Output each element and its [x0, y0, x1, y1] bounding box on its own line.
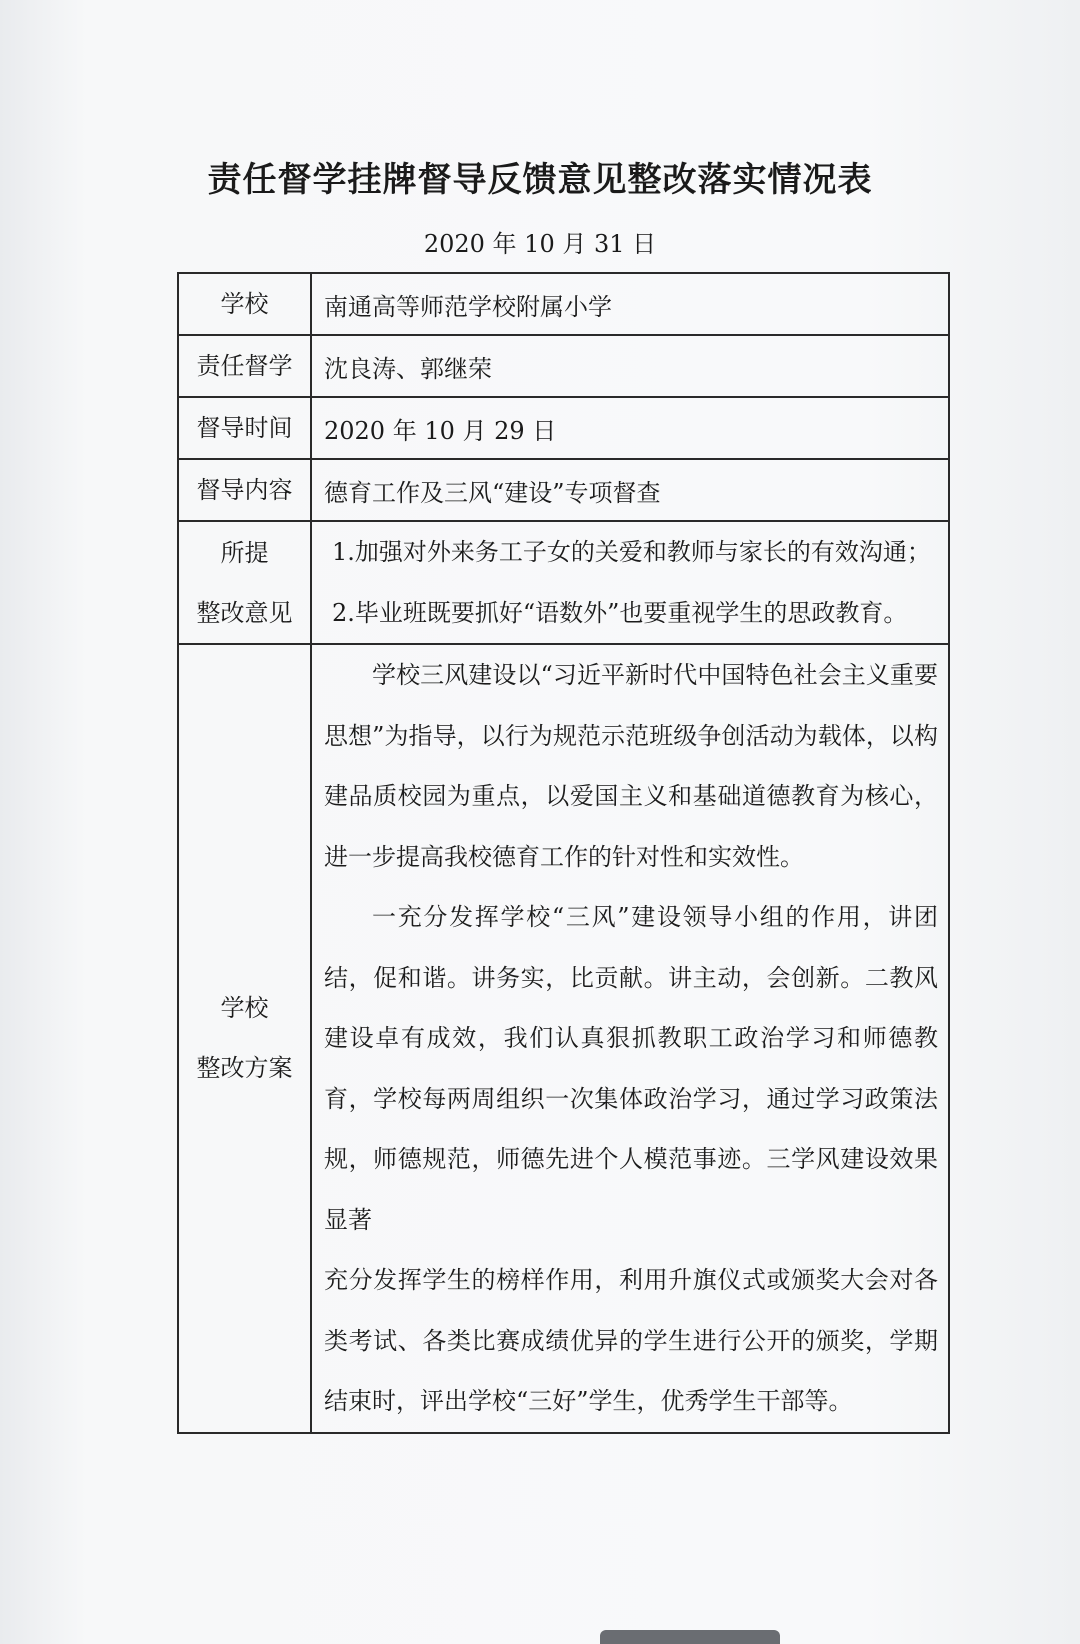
- plan-paragraph-2: 一充分发挥学校“三风”建设领导小组的作用，讲团结，促和谐。讲务实，比贡献。讲主动，会创新。二教风建设卓有成效，我们认真狠抓教职工政治学习和师德教育，学校每两周组织一次集体政治学习，通过学习政策法规，师德规范，师德先进个人模范事迹。三学风建设效果显著: [324, 903, 938, 1234]
- table-row-time: [178, 397, 949, 459]
- opinions-label: [178, 521, 311, 644]
- opinions-label-line2: 整改意见: [196, 598, 293, 627]
- plan-value: [311, 644, 949, 1433]
- plan-label: [178, 644, 311, 1433]
- content-value: 德育工作及三风“建设”专项督查: [311, 459, 949, 521]
- opinion-item-1: 1.加强对外来务工子女的关爱和教师与家长的有效沟通；: [332, 538, 931, 566]
- plan-paragraph-1: 学校三风建设以“习近平新时代中国特色社会主义重要思想”为指导，以行为规范示范班级争创活动为载体，以构建品质校园为重点，以爱国主义和基础道德教育为核心，进一步提高我校德育工作的针对性和实效性。: [324, 661, 938, 871]
- school-label: 学校: [178, 273, 311, 335]
- document-title: 责任督学挂牌督导反馈意见整改落实情况表: [207, 160, 873, 200]
- school-value: 南通高等师范学校附属小学: [311, 273, 949, 335]
- opinions-label-line1: 所提: [220, 538, 269, 567]
- plan-label-line1: 学校: [220, 994, 269, 1023]
- opinion-item-2: 2.毕业班既要抓好“语数外”也要重视学生的思政教育。: [332, 598, 908, 627]
- table-row-opinions: [178, 521, 949, 644]
- opinions-value: [311, 521, 949, 644]
- time-label: 督导时间: [178, 397, 311, 459]
- table-row-school: [178, 273, 949, 335]
- table-row-inspectors: [178, 335, 949, 397]
- plan-paragraph-3: 充分发挥学生的榜样作用，利用升旗仪式或颁奖大会对各类考试、各类比赛成绩优异的学生进行公开的颁奖，学期结束时，评出学校“三好”学生，优秀学生干部等。: [324, 1266, 938, 1415]
- rectification-table: [177, 272, 950, 1434]
- inspectors-label: 责任督学: [178, 335, 311, 397]
- photo-edge-shadow: [600, 1630, 780, 1644]
- time-value: 2020 年 10 月 29 日: [311, 397, 949, 459]
- table-row-plan: [178, 644, 949, 1433]
- inspectors-value: 沈良涛、郭继荣: [311, 335, 949, 397]
- content-label: 督导内容: [178, 459, 311, 521]
- plan-label-line2: 整改方案: [196, 1054, 293, 1083]
- table-row-content: [178, 459, 949, 521]
- document-date: 2020 年 10 月 31 日: [423, 230, 657, 258]
